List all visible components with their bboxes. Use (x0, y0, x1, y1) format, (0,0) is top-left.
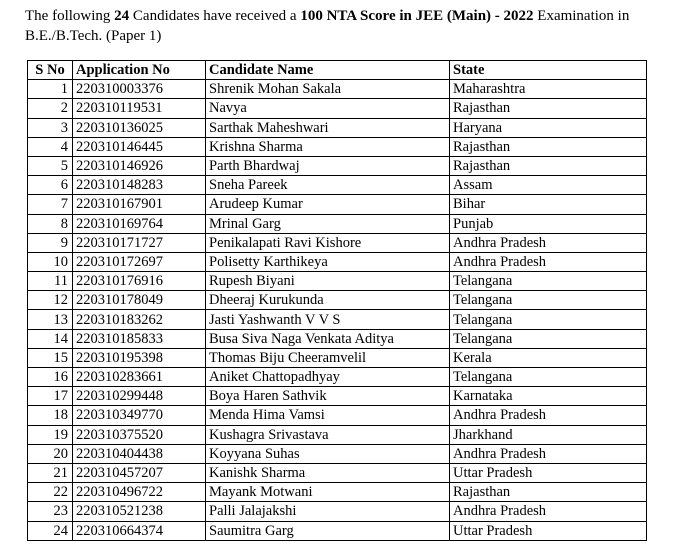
header-sno: S No (28, 61, 73, 80)
cell-sno: 4 (28, 137, 73, 156)
cell-sno: 8 (28, 214, 73, 233)
cell-state: Maharashtra (450, 80, 647, 99)
table-row (28, 156, 647, 175)
cell-candidate-name: Penikalapati Ravi Kishore (206, 233, 450, 252)
table-row (28, 118, 647, 137)
cell-candidate-name: Thomas Biju Cheeramvelil (206, 348, 450, 367)
cell-candidate-name: Polisetty Karthikeya (206, 252, 450, 271)
cell-sno: 21 (28, 463, 73, 482)
cell-application-no: 220310299448 (73, 387, 206, 406)
cell-state: Andhra Pradesh (450, 233, 647, 252)
table-row (28, 252, 647, 271)
table-row (28, 502, 647, 521)
table-row (28, 99, 647, 118)
cell-state: Assam (450, 176, 647, 195)
cell-sno: 15 (28, 348, 73, 367)
table-row (28, 406, 647, 425)
cell-application-no: 220310146445 (73, 137, 206, 156)
table-row (28, 483, 647, 502)
cell-candidate-name: Palli Jalajakshi (206, 502, 450, 521)
cell-state: Uttar Pradesh (450, 463, 647, 482)
table-row (28, 368, 647, 387)
intro-text-3: Examination in B.E./B.Tech. (Paper 1) (25, 8, 630, 44)
table-row (28, 521, 647, 540)
cell-application-no: 220310178049 (73, 291, 206, 310)
cell-candidate-name: Rupesh Biyani (206, 272, 450, 291)
cell-application-no: 220310148283 (73, 176, 206, 195)
candidate-count: 24 (114, 8, 130, 24)
cell-state: Rajasthan (450, 137, 647, 156)
cell-sno: 18 (28, 406, 73, 425)
cell-sno: 12 (28, 291, 73, 310)
cell-state: Telangana (450, 310, 647, 329)
cell-application-no: 220310664374 (73, 521, 206, 540)
cell-candidate-name: Sarthak Maheshwari (206, 118, 450, 137)
header-candidate-name: Candidate Name (206, 61, 450, 80)
cell-sno: 1 (28, 80, 73, 99)
cell-candidate-name: Busa Siva Naga Venkata Aditya (206, 329, 450, 348)
cell-state: Telangana (450, 272, 647, 291)
cell-candidate-name: Koyyana Suhas (206, 444, 450, 463)
cell-candidate-name: Menda Hima Vamsi (206, 406, 450, 425)
cell-application-no: 220310185833 (73, 329, 206, 348)
table-row (28, 348, 647, 367)
cell-state: Andhra Pradesh (450, 406, 647, 425)
table-row (28, 291, 647, 310)
cell-candidate-name: Jasti Yashwanth V V S (206, 310, 450, 329)
cell-state: Bihar (450, 195, 647, 214)
header-state: State (450, 61, 647, 80)
cell-candidate-name: Dheeraj Kurukunda (206, 291, 450, 310)
table-row (28, 463, 647, 482)
cell-candidate-name: Shrenik Mohan Sakala (206, 80, 450, 99)
cell-candidate-name: Navya (206, 99, 450, 118)
cell-application-no: 220310375520 (73, 425, 206, 444)
cell-application-no: 220310195398 (73, 348, 206, 367)
cell-sno: 6 (28, 176, 73, 195)
table-row (28, 233, 647, 252)
cell-application-no: 220310003376 (73, 80, 206, 99)
cell-state: Telangana (450, 291, 647, 310)
cell-sno: 16 (28, 368, 73, 387)
cell-state: Telangana (450, 329, 647, 348)
intro-paragraph (25, 6, 680, 46)
table-row (28, 176, 647, 195)
cell-candidate-name: Mrinal Garg (206, 214, 450, 233)
table-header-row (28, 61, 647, 80)
cell-sno: 10 (28, 252, 73, 271)
cell-sno: 13 (28, 310, 73, 329)
cell-candidate-name: Kanishk Sharma (206, 463, 450, 482)
cell-candidate-name: Aniket Chattopadhyay (206, 368, 450, 387)
cell-sno: 22 (28, 483, 73, 502)
table-row (28, 310, 647, 329)
table-row (28, 329, 647, 348)
intro-text-1: The following (25, 8, 115, 24)
cell-sno: 17 (28, 387, 73, 406)
table-row (28, 80, 647, 99)
table-row (28, 387, 647, 406)
cell-application-no: 220310119531 (73, 99, 206, 118)
cell-state: Rajasthan (450, 99, 647, 118)
cell-state: Jharkhand (450, 425, 647, 444)
cell-state: Rajasthan (450, 156, 647, 175)
cell-candidate-name: Arudeep Kumar (206, 195, 450, 214)
cell-application-no: 220310183262 (73, 310, 206, 329)
cell-application-no: 220310496722 (73, 483, 206, 502)
cell-candidate-name: Krishna Sharma (206, 137, 450, 156)
cell-sno: 7 (28, 195, 73, 214)
cell-application-no: 220310136025 (73, 118, 206, 137)
table-row (28, 137, 647, 156)
cell-application-no: 220310283661 (73, 368, 206, 387)
cell-application-no: 220310176916 (73, 272, 206, 291)
cell-candidate-name: Kushagra Srivastava (206, 425, 450, 444)
cell-application-no: 220310349770 (73, 406, 206, 425)
cell-candidate-name: Parth Bhardwaj (206, 156, 450, 175)
cell-application-no: 220310169764 (73, 214, 206, 233)
cell-application-no: 220310404438 (73, 444, 206, 463)
cell-candidate-name: Boya Haren Sathvik (206, 387, 450, 406)
cell-sno: 3 (28, 118, 73, 137)
cell-application-no: 220310521238 (73, 502, 206, 521)
table-row (28, 444, 647, 463)
cell-sno: 5 (28, 156, 73, 175)
cell-sno: 24 (28, 521, 73, 540)
table-row (28, 214, 647, 233)
cell-candidate-name: Sneha Pareek (206, 176, 450, 195)
cell-state: Uttar Pradesh (450, 521, 647, 540)
cell-candidate-name: Saumitra Garg (206, 521, 450, 540)
cell-state: Telangana (450, 368, 647, 387)
cell-state: Punjab (450, 214, 647, 233)
cell-state: Andhra Pradesh (450, 502, 647, 521)
exam-score-title: 100 NTA Score in JEE (Main) - 2022 (300, 8, 534, 24)
cell-application-no: 220310171727 (73, 233, 206, 252)
cell-sno: 11 (28, 272, 73, 291)
cell-application-no: 220310167901 (73, 195, 206, 214)
cell-state: Rajasthan (450, 483, 647, 502)
table-row (28, 195, 647, 214)
cell-sno: 20 (28, 444, 73, 463)
cell-application-no: 220310146926 (73, 156, 206, 175)
table-body (28, 80, 647, 541)
intro-text-2: Candidates have received a (129, 8, 301, 24)
cell-state: Karnataka (450, 387, 647, 406)
cell-sno: 2 (28, 99, 73, 118)
toppers-table (27, 60, 647, 541)
cell-candidate-name: Mayank Motwani (206, 483, 450, 502)
header-application-no: Application No (73, 61, 206, 80)
cell-sno: 19 (28, 425, 73, 444)
cell-state: Haryana (450, 118, 647, 137)
cell-sno: 23 (28, 502, 73, 521)
table-row (28, 272, 647, 291)
cell-state: Andhra Pradesh (450, 444, 647, 463)
cell-application-no: 220310457207 (73, 463, 206, 482)
cell-state: Andhra Pradesh (450, 252, 647, 271)
cell-state: Kerala (450, 348, 647, 367)
table-row (28, 425, 647, 444)
cell-sno: 14 (28, 329, 73, 348)
cell-application-no: 220310172697 (73, 252, 206, 271)
cell-sno: 9 (28, 233, 73, 252)
